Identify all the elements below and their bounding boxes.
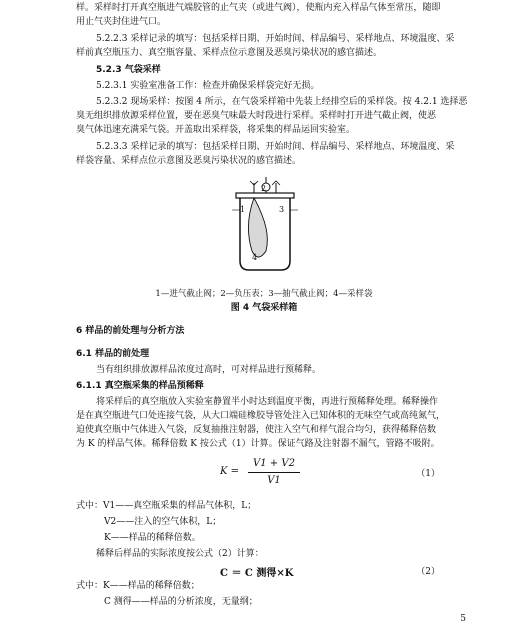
paragraph-6-1-1: 是在真空瓶进气口处连接气袋，从大口端硅橡胶导管处注入已知体积的无味空气或高纯氮气， [76, 411, 446, 421]
formula-2: C ＝ C 测得×K [220, 568, 294, 579]
figure-label-2: 2 [261, 184, 267, 193]
formula-1-fraction-bar [248, 472, 300, 473]
paragraph-6-1: 当有组织排放源样品浓度过高时，可对样品进行预稀释。 [96, 365, 322, 375]
clause-5-2-2-3: 5.2.2.3 采样记录的填写：包括采样日期、开始时间、样品编号、采样地点、环境温度、采 [96, 34, 455, 44]
heading-6-1: 6.1 样品的前处理 [76, 349, 150, 359]
formula-1-lhs: K = [220, 466, 240, 477]
figure-legend: 1—进气截止阀；2—负压表；3—抽气截止阀；4—采样袋 [155, 289, 373, 299]
paragraph-6-1-1: 将采样后的真空瓶放入实验室静置半小时达到温度平衡，再进行预稀释处理。稀释操作 [96, 397, 439, 407]
heading-6-1-1: 6.1.1 真空瓶采集的样品预稀释 [76, 381, 204, 391]
where-line: C 测得——样品的分析浓度，无量纲； [104, 597, 258, 607]
heading-6: 6 样品的前处理与分析方法 [76, 326, 185, 336]
page-number: 5 [460, 614, 466, 624]
paragraph-6-1-1: 为 K 的样品气体。稀释倍数 K 按公式（1）计算。保证气路及注射器不漏气，管路不吸附。 [76, 439, 440, 449]
figure-label-3: 3 [279, 205, 285, 214]
gas-bag-sampling-box-figure [228, 175, 308, 273]
body-line: 样袋容量、采样点位示意图及恶臭污染状况的感官描述。 [76, 156, 302, 166]
where-line: 式中：K——样品的稀释倍数； [76, 581, 200, 591]
clause-5-2-3-3: 5.2.3.3 采样记录的填写：包括采样日期、开始时间、样品编号、采样地点、环境温度、采 [96, 142, 455, 152]
formula-1-numerator: V1 + V2 [253, 458, 295, 469]
figure-title: 图 4 气袋采样箱 [230, 303, 298, 313]
formula-1-number: （1） [416, 469, 440, 479]
body-line: 用止气夹封住进气口。 [76, 17, 167, 27]
where-line: K——样品的稀释倍数。 [104, 533, 201, 543]
body-line: 样前真空瓶压力、真空瓶容量、采样点位示意图及恶臭污染状况的感官描述。 [76, 48, 383, 58]
formula-2-number: （2） [416, 567, 440, 577]
where-line: V2——注入的空气体积，L； [104, 517, 222, 527]
paragraph-6-1-1: 迫使真空瓶中气体进入气袋，反复抽推注射器，使注入空气和样气混合均匀，获得稀释倍数 [76, 425, 437, 435]
figure-label-1: 1 [240, 205, 246, 214]
where-line: 式中：V1——真空瓶采集的样品气体积，L； [76, 501, 257, 511]
body-line: 臭无组织排放源采样位置，要在恶臭气味最大时段进行采样。采样时打开进气截止阀，使恶 [76, 111, 437, 121]
paragraph-concentration: 稀释后样品的实际浓度按公式（2）计算： [96, 549, 264, 559]
body-line: 臭气体迅速充满采气袋。开盖取出采样袋，将采集的样品运回实验室。 [76, 125, 356, 135]
heading-5-2-3: 5.2.3 气袋采样 [96, 65, 161, 75]
formula-1-denominator: V1 [267, 475, 281, 486]
clause-5-2-3-1: 5.2.3.1 实验室准备工作：检查并确保采样袋完好无损。 [96, 81, 320, 91]
clause-5-2-3-2: 5.2.3.2 现场采样：按图 4 所示，在气袋采样箱中先装上经排空后的采样袋。按 4.2.1 选择恶 [96, 97, 468, 107]
figure-label-4: 4 [252, 253, 258, 262]
body-line: 样。采样时打开真空瓶进气端胶管的止气夹（或进气阀），使瓶内充入样品气体至常压，随即 [76, 3, 441, 13]
